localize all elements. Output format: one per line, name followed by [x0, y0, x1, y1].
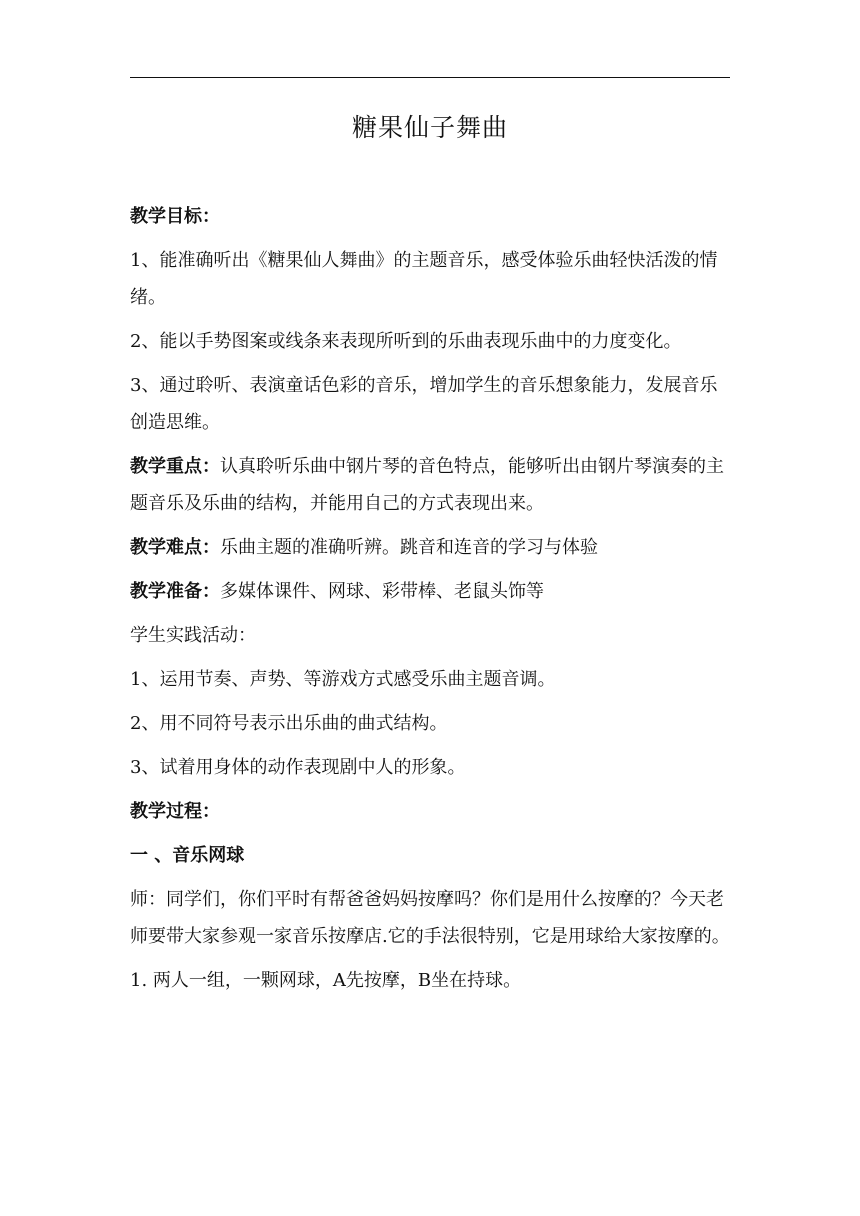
practice-item-3: 3、试着用身体的动作表现剧中人的形象。 — [130, 757, 466, 778]
difficulties-paragraph — [130, 529, 734, 566]
practice-heading: 学生实践活动： — [130, 625, 256, 646]
objective-item-3: 3、通过聆听、表演童话色彩的音乐，增加学生的音乐想象能力，发展音乐创造思维。 — [130, 375, 718, 433]
header-rule — [130, 77, 730, 78]
section-1-title: 一 、音乐网球 — [130, 845, 245, 866]
practice-item-1: 1、运用节奏、声势、等游戏方式感受乐曲主题音调。 — [130, 669, 556, 690]
key-points-label: 教学重点： — [130, 456, 220, 477]
key-points-text: 认真聆听乐曲中钢片琴的音色特点，能够听出由钢片琴演奏的主题音乐及乐曲的结构，并能用自己的方式表现出来。 — [130, 456, 724, 514]
practice-item-2: 2、用不同符号表示出乐曲的曲式结构。 — [130, 713, 448, 734]
process-heading: 教学过程： — [130, 801, 220, 822]
objective-item-1: 1、能准确听出《糖果仙人舞曲》的主题音乐，感受体验乐曲轻快活泼的情绪。 — [130, 250, 718, 308]
difficulties-text: 乐曲主题的准确听辨。跳音和连音的学习与体验 — [220, 537, 598, 558]
teacher-paragraph: 师：同学们，你们平时有帮爸爸妈妈按摩吗？你们是用什么按摩的？今天老师要带大家参观一家音乐按摩店.它的手法很特别，它是用球给大家按摩的。 — [130, 889, 730, 947]
objectives-heading: 教学目标： — [130, 206, 220, 227]
step-1-paragraph: 1. 两人一组，一颗网球，A先按摩，B坐在持球。 — [130, 970, 522, 991]
document-title: 糖果仙子舞曲 — [351, 113, 508, 142]
document-body — [130, 198, 734, 999]
preparation-text: 多媒体课件、网球、彩带棒、老鼠头饰等 — [220, 581, 544, 602]
key-points-paragraph — [130, 448, 734, 522]
preparation-paragraph — [130, 573, 734, 610]
preparation-label: 教学准备： — [130, 581, 220, 602]
difficulties-label: 教学难点： — [130, 537, 220, 558]
objective-item-2: 2、能以手势图案或线条来表现所听到的乐曲表现乐曲中的力度变化。 — [130, 331, 682, 352]
